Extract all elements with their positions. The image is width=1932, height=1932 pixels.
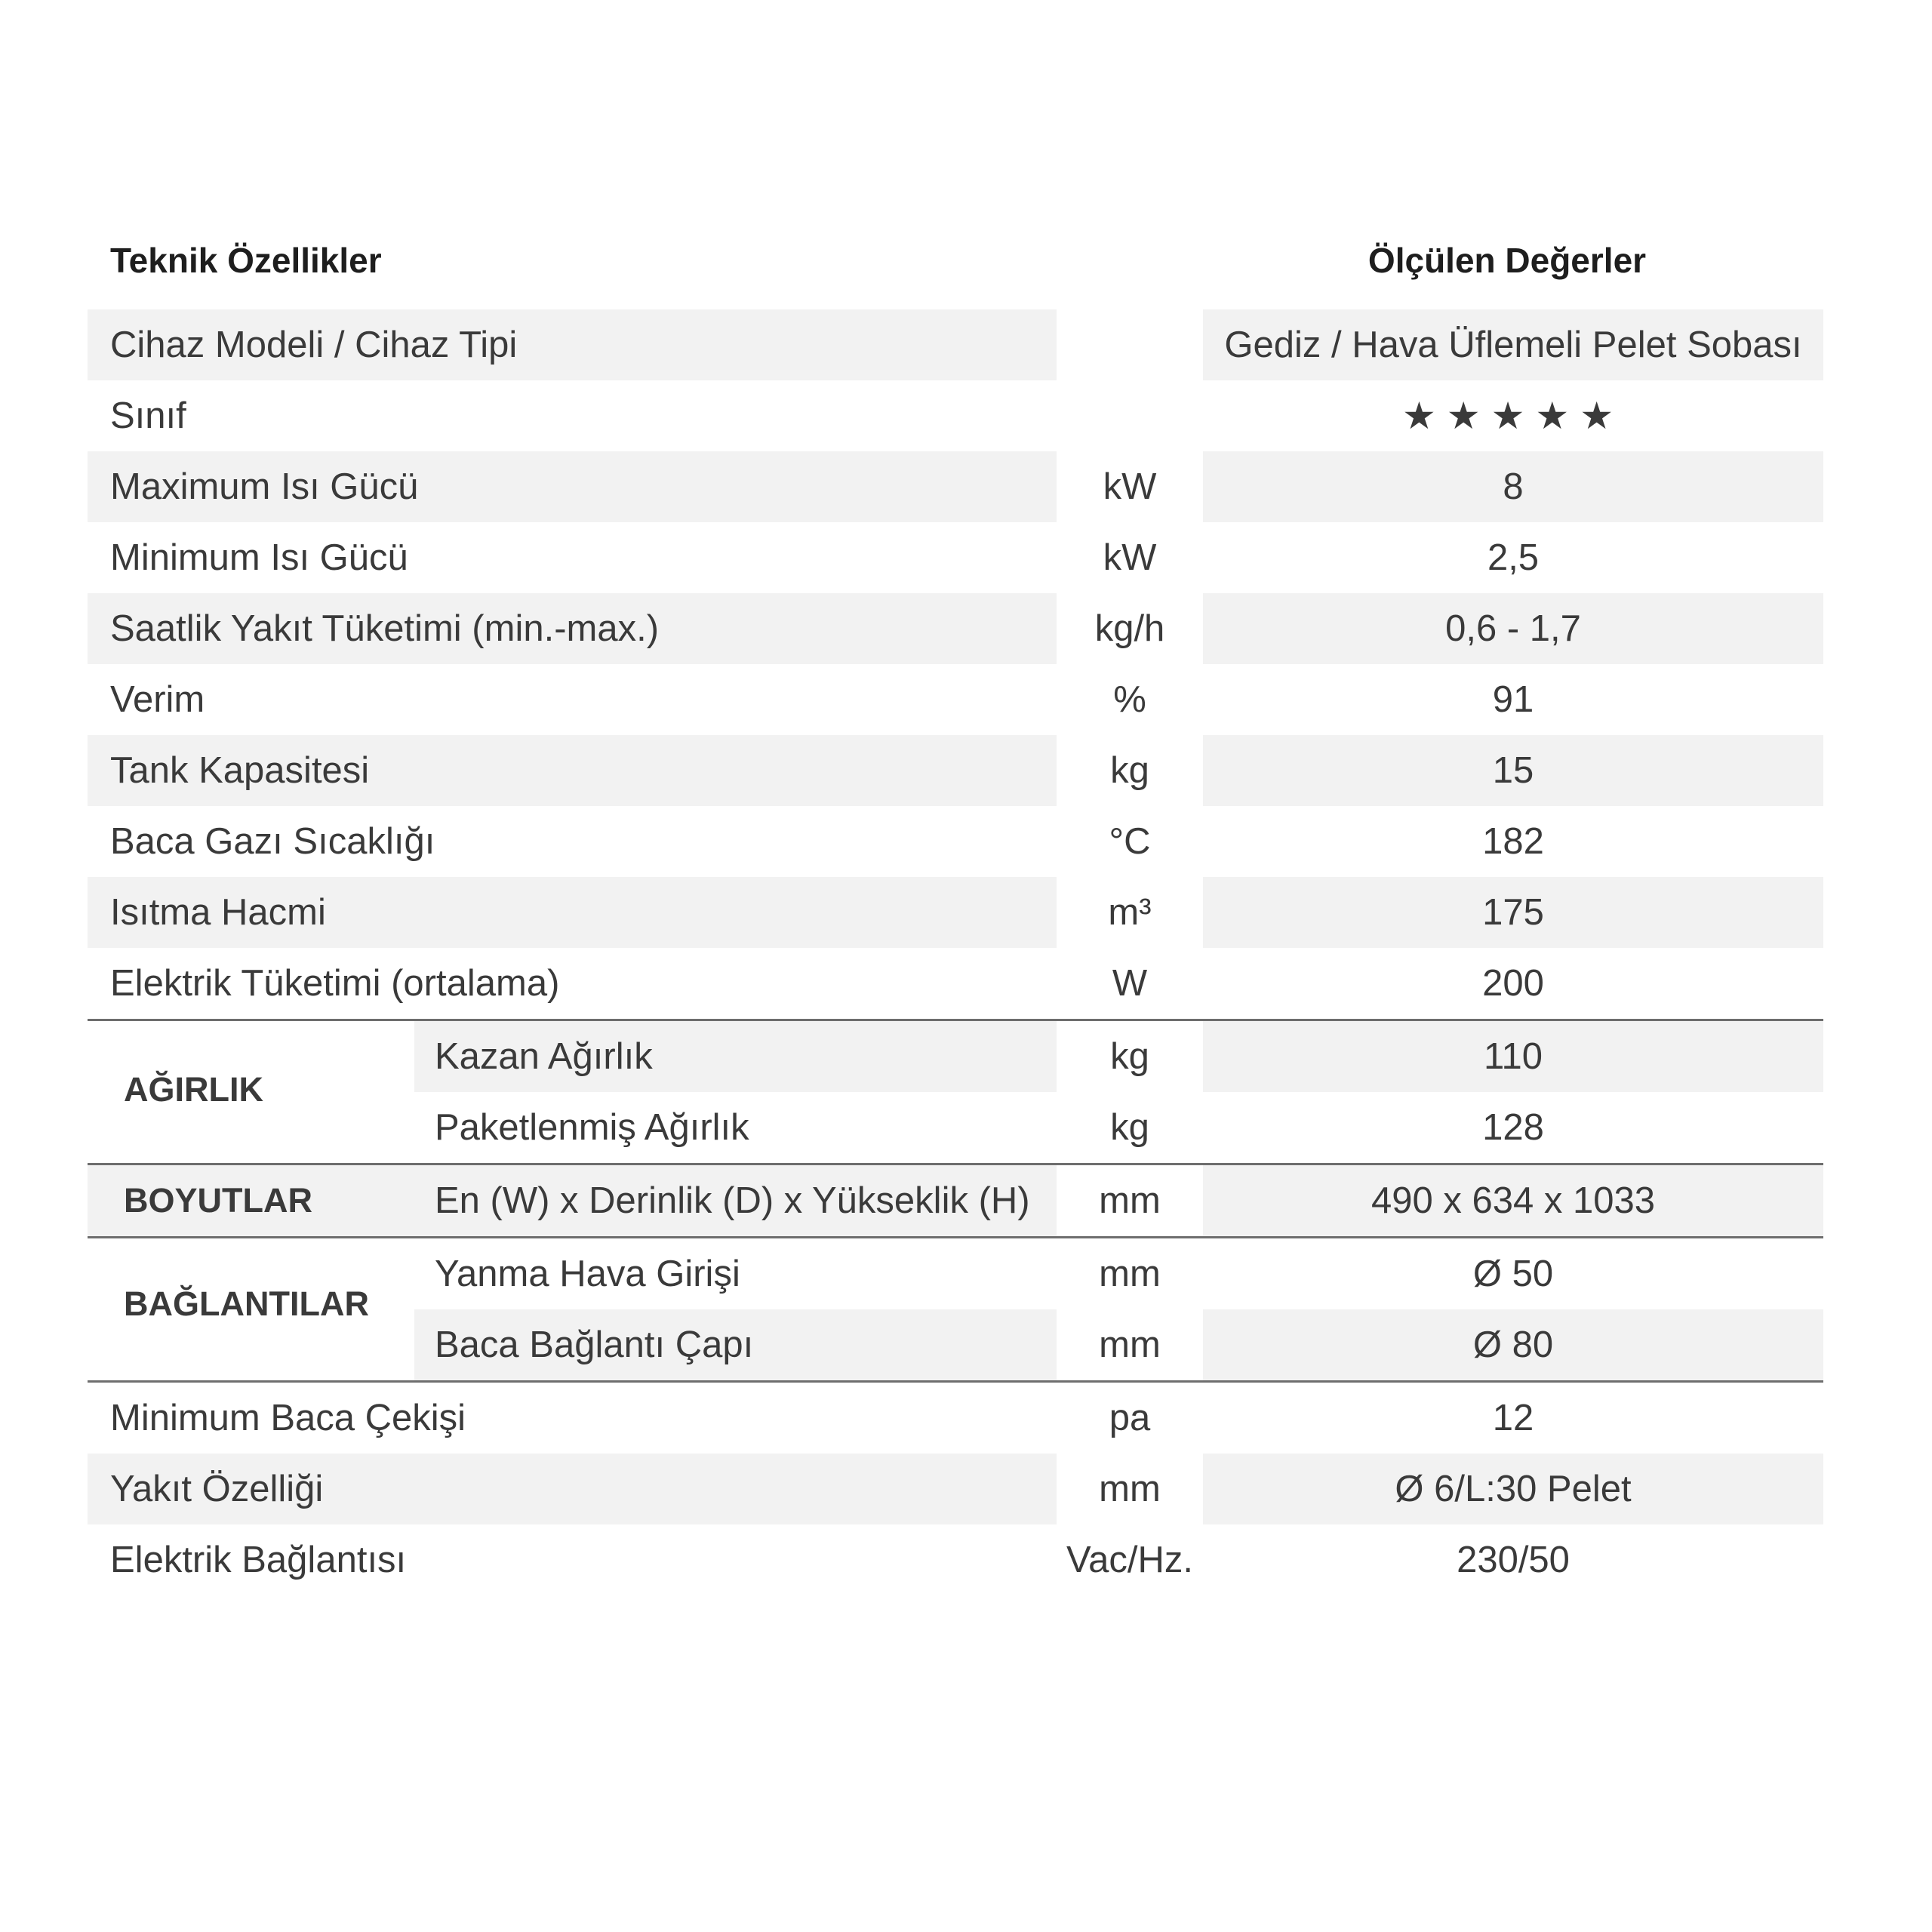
spec-value: 182 bbox=[1482, 821, 1544, 862]
spec-row-air-inlet bbox=[88, 1238, 1823, 1309]
spec-label: Tank Kapasitesi bbox=[88, 735, 1057, 806]
spec-label: Kazan Ağırlık bbox=[414, 1021, 1057, 1092]
spec-value: 2,5 bbox=[1487, 537, 1540, 578]
spec-value: 110 bbox=[1203, 1021, 1823, 1092]
spec-row-min-draft bbox=[88, 1383, 1823, 1454]
spec-unit: kW bbox=[1103, 537, 1157, 578]
spec-row-flue-temp bbox=[88, 806, 1823, 877]
spec-value: 175 bbox=[1203, 877, 1823, 948]
spec-unit: kg/h bbox=[1094, 608, 1165, 649]
spec-label: Elektrik Bağlantısı bbox=[110, 1540, 407, 1580]
star-rating: ★★★★★ bbox=[1401, 395, 1625, 437]
spec-label: Baca Bağlantı Çapı bbox=[414, 1309, 1057, 1380]
spec-value: 0,6 - 1,7 bbox=[1203, 593, 1823, 664]
spec-row-fuel-spec bbox=[88, 1454, 1823, 1524]
spec-label: Elektrik Tüketimi (ortalama) bbox=[110, 963, 560, 1004]
spec-label: Verim bbox=[110, 679, 205, 720]
spec-unit: kg bbox=[1110, 1107, 1149, 1148]
spec-row-dimensions bbox=[88, 1165, 1823, 1236]
spec-row-electric-connection bbox=[88, 1524, 1823, 1595]
spec-row-flue-diameter bbox=[88, 1309, 1823, 1380]
spec-value: 128 bbox=[1482, 1107, 1544, 1148]
spec-row-heating-volume bbox=[88, 877, 1823, 948]
spec-value: 91 bbox=[1492, 679, 1534, 720]
spec-label: Cihaz Modeli / Cihaz Tipi bbox=[88, 309, 1057, 380]
spec-unit: pa bbox=[1109, 1398, 1151, 1438]
group-title-connections: BAĞLANTILAR bbox=[124, 1284, 369, 1323]
spec-unit bbox=[1057, 309, 1203, 380]
spec-value: 230/50 bbox=[1457, 1540, 1570, 1580]
spec-value: 200 bbox=[1482, 963, 1544, 1004]
spec-label: Sınıf bbox=[110, 395, 186, 436]
spec-header: Teknik Özellikler bbox=[110, 241, 382, 280]
spec-unit: W bbox=[1112, 963, 1148, 1004]
spec-row-class bbox=[88, 380, 1823, 451]
spec-value: 8 bbox=[1203, 451, 1823, 522]
spec-unit: mm bbox=[1099, 1254, 1161, 1294]
spec-unit: Vac/Hz. bbox=[1066, 1540, 1193, 1580]
spec-value: Gediz / Hava Üflemeli Pelet Sobası bbox=[1203, 309, 1823, 380]
spec-row-power-consumption bbox=[88, 948, 1823, 1019]
spec-label: Minimum Isı Gücü bbox=[110, 537, 408, 578]
spec-value: 15 bbox=[1203, 735, 1823, 806]
spec-row-boiler-weight bbox=[88, 1021, 1823, 1092]
spec-unit: kW bbox=[1103, 466, 1157, 507]
spec-unit: kg bbox=[1110, 1036, 1149, 1077]
spec-row-min-power bbox=[88, 522, 1823, 593]
spec-unit: °C bbox=[1109, 821, 1151, 862]
spec-label: Baca Gazı Sıcaklığı bbox=[110, 821, 435, 862]
spec-row-max-power bbox=[88, 451, 1823, 522]
spec-value: Ø 6/L:30 Pelet bbox=[1203, 1454, 1823, 1524]
spec-row-packed-weight bbox=[88, 1092, 1823, 1163]
spec-unit: % bbox=[1113, 679, 1146, 720]
spec-value: 12 bbox=[1492, 1398, 1534, 1438]
spec-unit: mm bbox=[1099, 1469, 1161, 1509]
spec-label: Paketlenmiş Ağırlık bbox=[435, 1107, 749, 1148]
spec-row-model bbox=[88, 309, 1823, 380]
spec-unit: m³ bbox=[1108, 892, 1152, 933]
group-title-dimensions: BOYUTLAR bbox=[88, 1165, 414, 1236]
spec-unit: mm bbox=[1099, 1324, 1161, 1365]
spec-label: Saatlik Yakıt Tüketimi (min.-max.) bbox=[88, 593, 1057, 664]
spec-row-efficiency bbox=[88, 664, 1823, 735]
spec-value: Ø 80 bbox=[1203, 1309, 1823, 1380]
spec-label: Yanma Hava Girişi bbox=[435, 1254, 740, 1294]
spec-row-fuel-consumption bbox=[88, 593, 1823, 664]
spec-unit: mm bbox=[1099, 1180, 1161, 1221]
spec-label: Maximum Isı Gücü bbox=[88, 451, 1057, 522]
spec-unit bbox=[1057, 380, 1203, 451]
spec-value: Ø 50 bbox=[1472, 1254, 1554, 1294]
spec-label: En (W) x Derinlik (D) x Yükseklik (H) bbox=[414, 1165, 1057, 1236]
spec-value: 490 x 634 x 1033 bbox=[1203, 1165, 1823, 1236]
spec-label: Yakıt Özelliği bbox=[88, 1454, 1057, 1524]
spec-unit: kg bbox=[1110, 750, 1149, 791]
values-header: Ölçülen Değerler bbox=[1367, 241, 1647, 280]
spec-label: Minimum Baca Çekişi bbox=[110, 1398, 466, 1438]
spec-row-tank bbox=[88, 735, 1823, 806]
group-title-weight: AĞIRLIK bbox=[124, 1070, 263, 1109]
spec-label: Isıtma Hacmi bbox=[88, 877, 1057, 948]
